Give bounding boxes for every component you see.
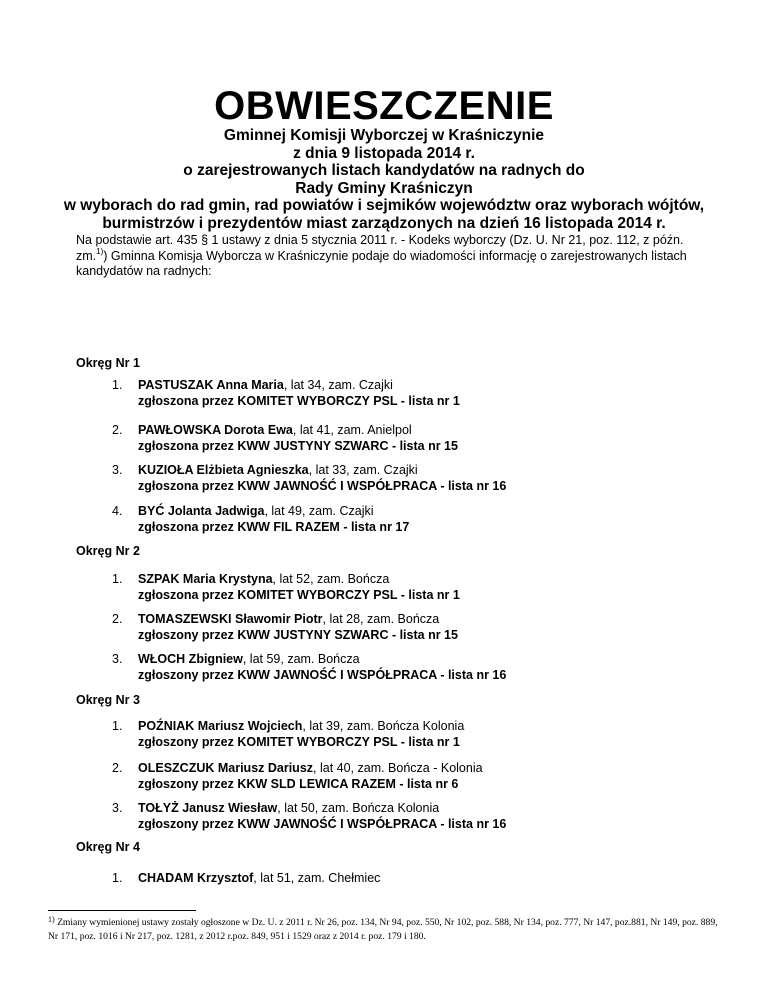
candidate-name: TOMASZEWSKI Sławomir Piotr: [138, 612, 323, 626]
candidate-number: 1.: [112, 871, 123, 885]
candidate-nomination: zgłoszona przez KWW FIL RAZEM - lista nr 17: [138, 519, 410, 534]
candidate-number: 2.: [112, 761, 123, 775]
subtitle-line: Rady Gminy Kraśniczyn: [295, 179, 473, 197]
candidate-number: 2.: [112, 423, 123, 437]
footnote-text: Zmiany wymienionej ustawy zostały ogłoszone w Dz. U. z 2011 r. Nr 26, poz. 134, Nr 94, poz. 550, Nr 102, poz. 588, Nr 134, poz. 777, Nr 147, poz.881, Nr 149, poz. 889, Nr 171, poz. 1016 i Nr 217, poz. 1281, z 2012 r.poz. 849, 951 i 1529 oraz z 2014 r. poz. 179 i 180.: [48, 917, 718, 942]
candidate-number: 1.: [112, 378, 123, 392]
candidate-details: , lat 34, zam. Czajki: [283, 378, 393, 392]
candidate-name: BYĆ Jolanta Jadwiga: [138, 504, 265, 518]
candidate-nomination: zgłoszona przez KOMITET WYBORCZY PSL - lista nr 1: [138, 393, 460, 408]
candidate-name: SZPAK Maria Krystyna: [138, 572, 273, 586]
subtitle-line: burmistrzów i prezydentów miast zarządzonych na dzień 16 listopada 2014 r.: [102, 214, 666, 232]
candidate-name: WŁOCH Zbigniew: [138, 652, 243, 666]
candidate-name: CHADAM Krzysztof: [138, 871, 254, 885]
subtitle-line: Gminnej Komisji Wyborczej w Kraśniczynie: [223, 127, 545, 144]
candidate-details: , lat 59, zam. Bończa: [242, 652, 360, 666]
district-heading: Okręg Nr 4: [76, 840, 140, 854]
district-heading: Okręg Nr 2: [76, 544, 140, 558]
candidate-number: 1.: [112, 719, 123, 733]
subtitle-line: w wyborach do rad gmin, rad powiatów i sejmików województw oraz wyborach wójtów,: [63, 197, 705, 214]
candidate-number: 2.: [112, 612, 123, 626]
candidate-details: , lat 49, zam. Czajki: [264, 504, 374, 518]
district-heading: Okręg Nr 1: [76, 356, 140, 370]
candidate-nomination: zgłoszony przez KOMITET WYBORCZY PSL - lista nr 1: [138, 734, 460, 749]
candidate-number: 3.: [112, 801, 123, 815]
candidate-name: PASTUSZAK Anna Maria: [138, 378, 284, 392]
candidate-details: , lat 28, zam. Bończa: [322, 612, 440, 626]
candidate-details: , lat 33, zam. Czajki: [308, 463, 418, 477]
subtitle-line: o zarejestrowanych listach kandydatów na radnych do: [183, 162, 585, 179]
footnote-mark: 1): [48, 915, 55, 924]
candidate-nomination: zgłoszony przez KWW JAWNOŚĆ I WSPÓŁPRACA - lista nr 16: [138, 667, 507, 682]
candidate-nomination: zgłoszony przez KWW JAWNOŚĆ I WSPÓŁPRACA - lista nr 16: [138, 816, 507, 831]
candidate-details: , lat 41, zam. Anielpol: [292, 423, 412, 437]
candidate-name: TOŁYŻ Janusz Wiesław: [138, 801, 278, 815]
district-heading: Okręg Nr 3: [76, 693, 140, 707]
candidate-nomination: zgłoszona przez KWW JAWNOŚĆ I WSPÓŁPRACA - lista nr 16: [138, 478, 507, 493]
candidate-name: KUZIOŁA Elżbieta Agnieszka: [138, 463, 309, 477]
subtitle-line: z dnia 9 listopada 2014 r.: [293, 144, 475, 162]
candidate-name: OLESZCZUK Mariusz Dariusz: [138, 761, 314, 775]
candidate-details: , lat 52, zam. Bończa: [272, 572, 390, 586]
intro-paragraph: [76, 233, 691, 280]
footnote: [48, 913, 720, 944]
candidate-nomination: zgłoszony przez KWW JUSTYNY SZWARC - lista nr 15: [138, 627, 458, 642]
candidate-number: 1.: [112, 572, 123, 586]
footnote-reference: 1): [96, 246, 104, 256]
candidate-number: 3.: [112, 463, 123, 477]
document-title: OBWIESZCZENIE: [214, 84, 554, 128]
candidate-number: 4.: [112, 504, 123, 518]
candidate-details: , lat 40, zam. Bończa - Kolonia: [313, 761, 483, 775]
candidate-nomination: zgłoszona przez KWW JUSTYNY SZWARC - lista nr 15: [138, 438, 458, 453]
candidate-number: 3.: [112, 652, 123, 666]
intro-text-continued: ) Gminna Komisja Wyborcza w Kraśniczynie podaje do wiadomości informację o zarejestrowanych listach kandydatów na radnych:: [76, 248, 687, 278]
candidate-details: , lat 39, zam. Bończa Kolonia: [302, 719, 465, 733]
document-subtitle: [40, 127, 728, 232]
candidate-details: , lat 50, zam. Bończa Kolonia: [277, 801, 440, 815]
intro-text: Na podstawie art. 435 § 1 ustawy z dnia 5 stycznia 2011 r. - Kodeks wyborczy (Dz. U. Nr 21, poz. 112, z późn. zm.: [76, 233, 684, 263]
candidate-name: PAWŁOWSKA Dorota Ewa: [138, 423, 293, 437]
candidate-name: POŹNIAK Mariusz Wojciech: [138, 719, 303, 733]
footnote-separator: [48, 910, 196, 911]
candidate-nomination: zgłoszona przez KOMITET WYBORCZY PSL - lista nr 1: [138, 587, 460, 602]
candidate-nomination: zgłoszony przez KKW SLD LEWICA RAZEM - lista nr 6: [138, 776, 459, 791]
candidate-details: , lat 51, zam. Chełmiec: [253, 871, 381, 885]
